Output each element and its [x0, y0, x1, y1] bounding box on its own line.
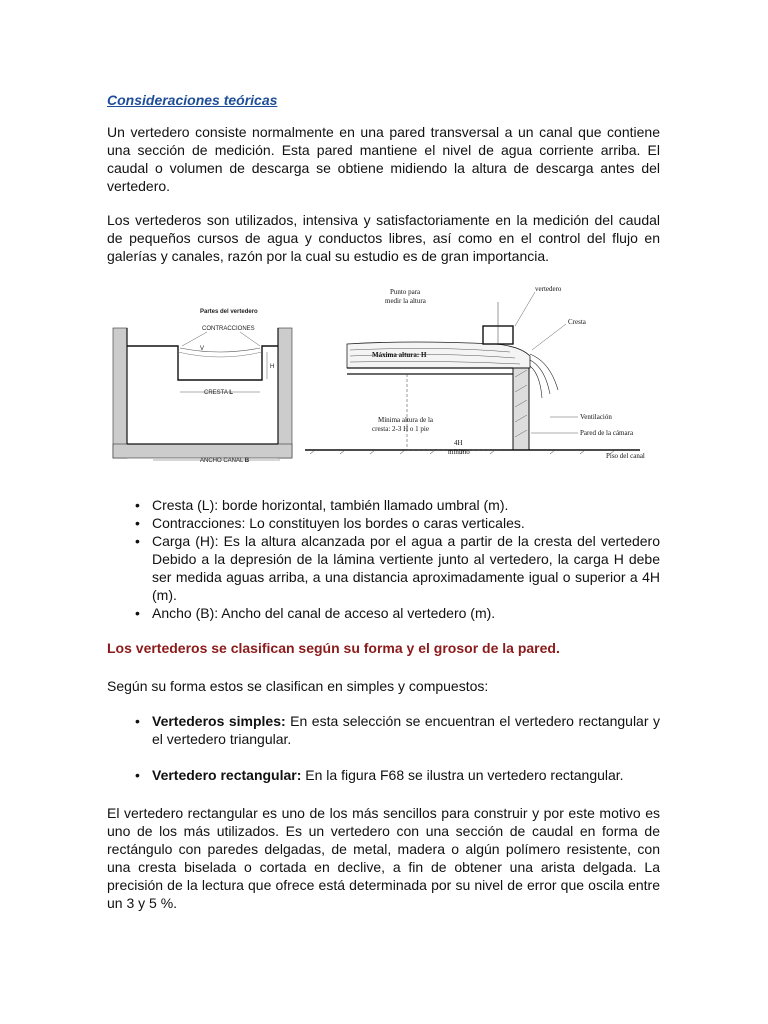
weir-diagram: [110, 282, 660, 482]
label-4h-min: mínimo: [448, 448, 470, 456]
label-pared: Pared de la cámara: [580, 429, 634, 437]
simple-label: Vertederos simples:: [152, 713, 286, 729]
label-punto-1: Punto para: [390, 288, 421, 296]
label-ventilacion: Ventilación: [580, 413, 612, 421]
paragraph-classification: Según su forma estos se clasifican en simples y compuestos:: [107, 678, 489, 694]
list-item: [107, 712, 660, 748]
types-list-simple: [107, 712, 660, 748]
paragraph-definition: Un vertedero consiste normalmente en una pared transversal a un canal que contiene una sección de medición. Esta pared mantiene el nivel de agua corriente arriba. El caudal o volumen de descarga se obtiene midiendo la altura de descarga antes del vertedero.: [107, 124, 660, 194]
types-list-rectangular: [107, 766, 660, 784]
label-maxima: Máxima altura: H: [372, 351, 427, 359]
label-contracciones: CONTRACCIONES: [202, 326, 255, 332]
label-vertedero: vertedero: [535, 285, 562, 293]
paragraph-rectangular: El vertedero rectangular es uno de los más sencillos para construir y por este motivo es uno de los más utilizados. Es un vertedero con una sección de caudal en forma de rectángulo con paredes delgadas, de metal, madera o algún polímero resistente, con una cresta biselada o cortada en declive, a fin de obtener una arista delgada. La precisión de la lectura que ofrece está determinada por su nivel de error que oscila entre un 3 y 5 %.: [107, 805, 660, 911]
label-minima-1: Mínima altura de la: [378, 416, 434, 424]
list-item: • Cresta (L): borde horizontal, también llamado umbral (m).: [107, 496, 660, 514]
label-minima-2: cresta: 2-3 H o 1 pie: [372, 425, 429, 433]
label-ancho: ANCHO CANAL B: [200, 458, 250, 464]
list-item: [107, 766, 660, 784]
label-h: H: [270, 364, 275, 370]
left-diagram-parts: [113, 309, 292, 464]
list-item: • Ancho (B): Ancho del canal de acceso al vertedero (m).: [107, 604, 660, 622]
simple-text: En esta selección se encuentran el vertedero rectangular y el vertedero triangular.: [152, 713, 660, 747]
label-punto-2: medir la altura: [385, 297, 426, 305]
weir-parts-list: [107, 496, 660, 622]
classification-heading: Los vertederos se clasifican según su forma y el grosor de la pared.: [107, 640, 560, 656]
list-item: • Carga (H): Es la altura alcanzada por el agua a partir de la cresta del vertedero Debido a la depresión de la lámina vertiente junto al vertedero, la carga H debe ser medida aguas arriba, a una distancia aproximadamente igual o superior a 4H (m).: [107, 532, 660, 604]
label-4h: 4H: [454, 439, 463, 447]
label-v: V: [200, 346, 205, 352]
label-piso: Piso del canal: [606, 452, 645, 460]
section-heading: Consideraciones teóricas: [107, 92, 278, 108]
rect-text: En la figura F68 se ilustra un vertedero rectangular.: [301, 767, 624, 783]
paragraph-usage: Los vertederos son utilizados, intensiva y satisfactoriamente en la medición del caudal de pequeños cursos de agua y conductos libres, así como en el control del flujo en galerías y canales, razón por la cual su estudio es de gran importancia.: [107, 212, 660, 264]
rect-label: Vertedero rectangular:: [152, 767, 302, 783]
label-cresta: CRESTA L: [204, 390, 233, 396]
label-cresta-right: Cresta: [568, 318, 586, 326]
left-title: Partes del vertedero: [200, 309, 258, 315]
list-item: • Contracciones: Lo constituyen los bordes o caras verticales.: [107, 514, 660, 532]
weir-figure: [110, 282, 660, 482]
right-diagram-profile: [305, 285, 645, 460]
